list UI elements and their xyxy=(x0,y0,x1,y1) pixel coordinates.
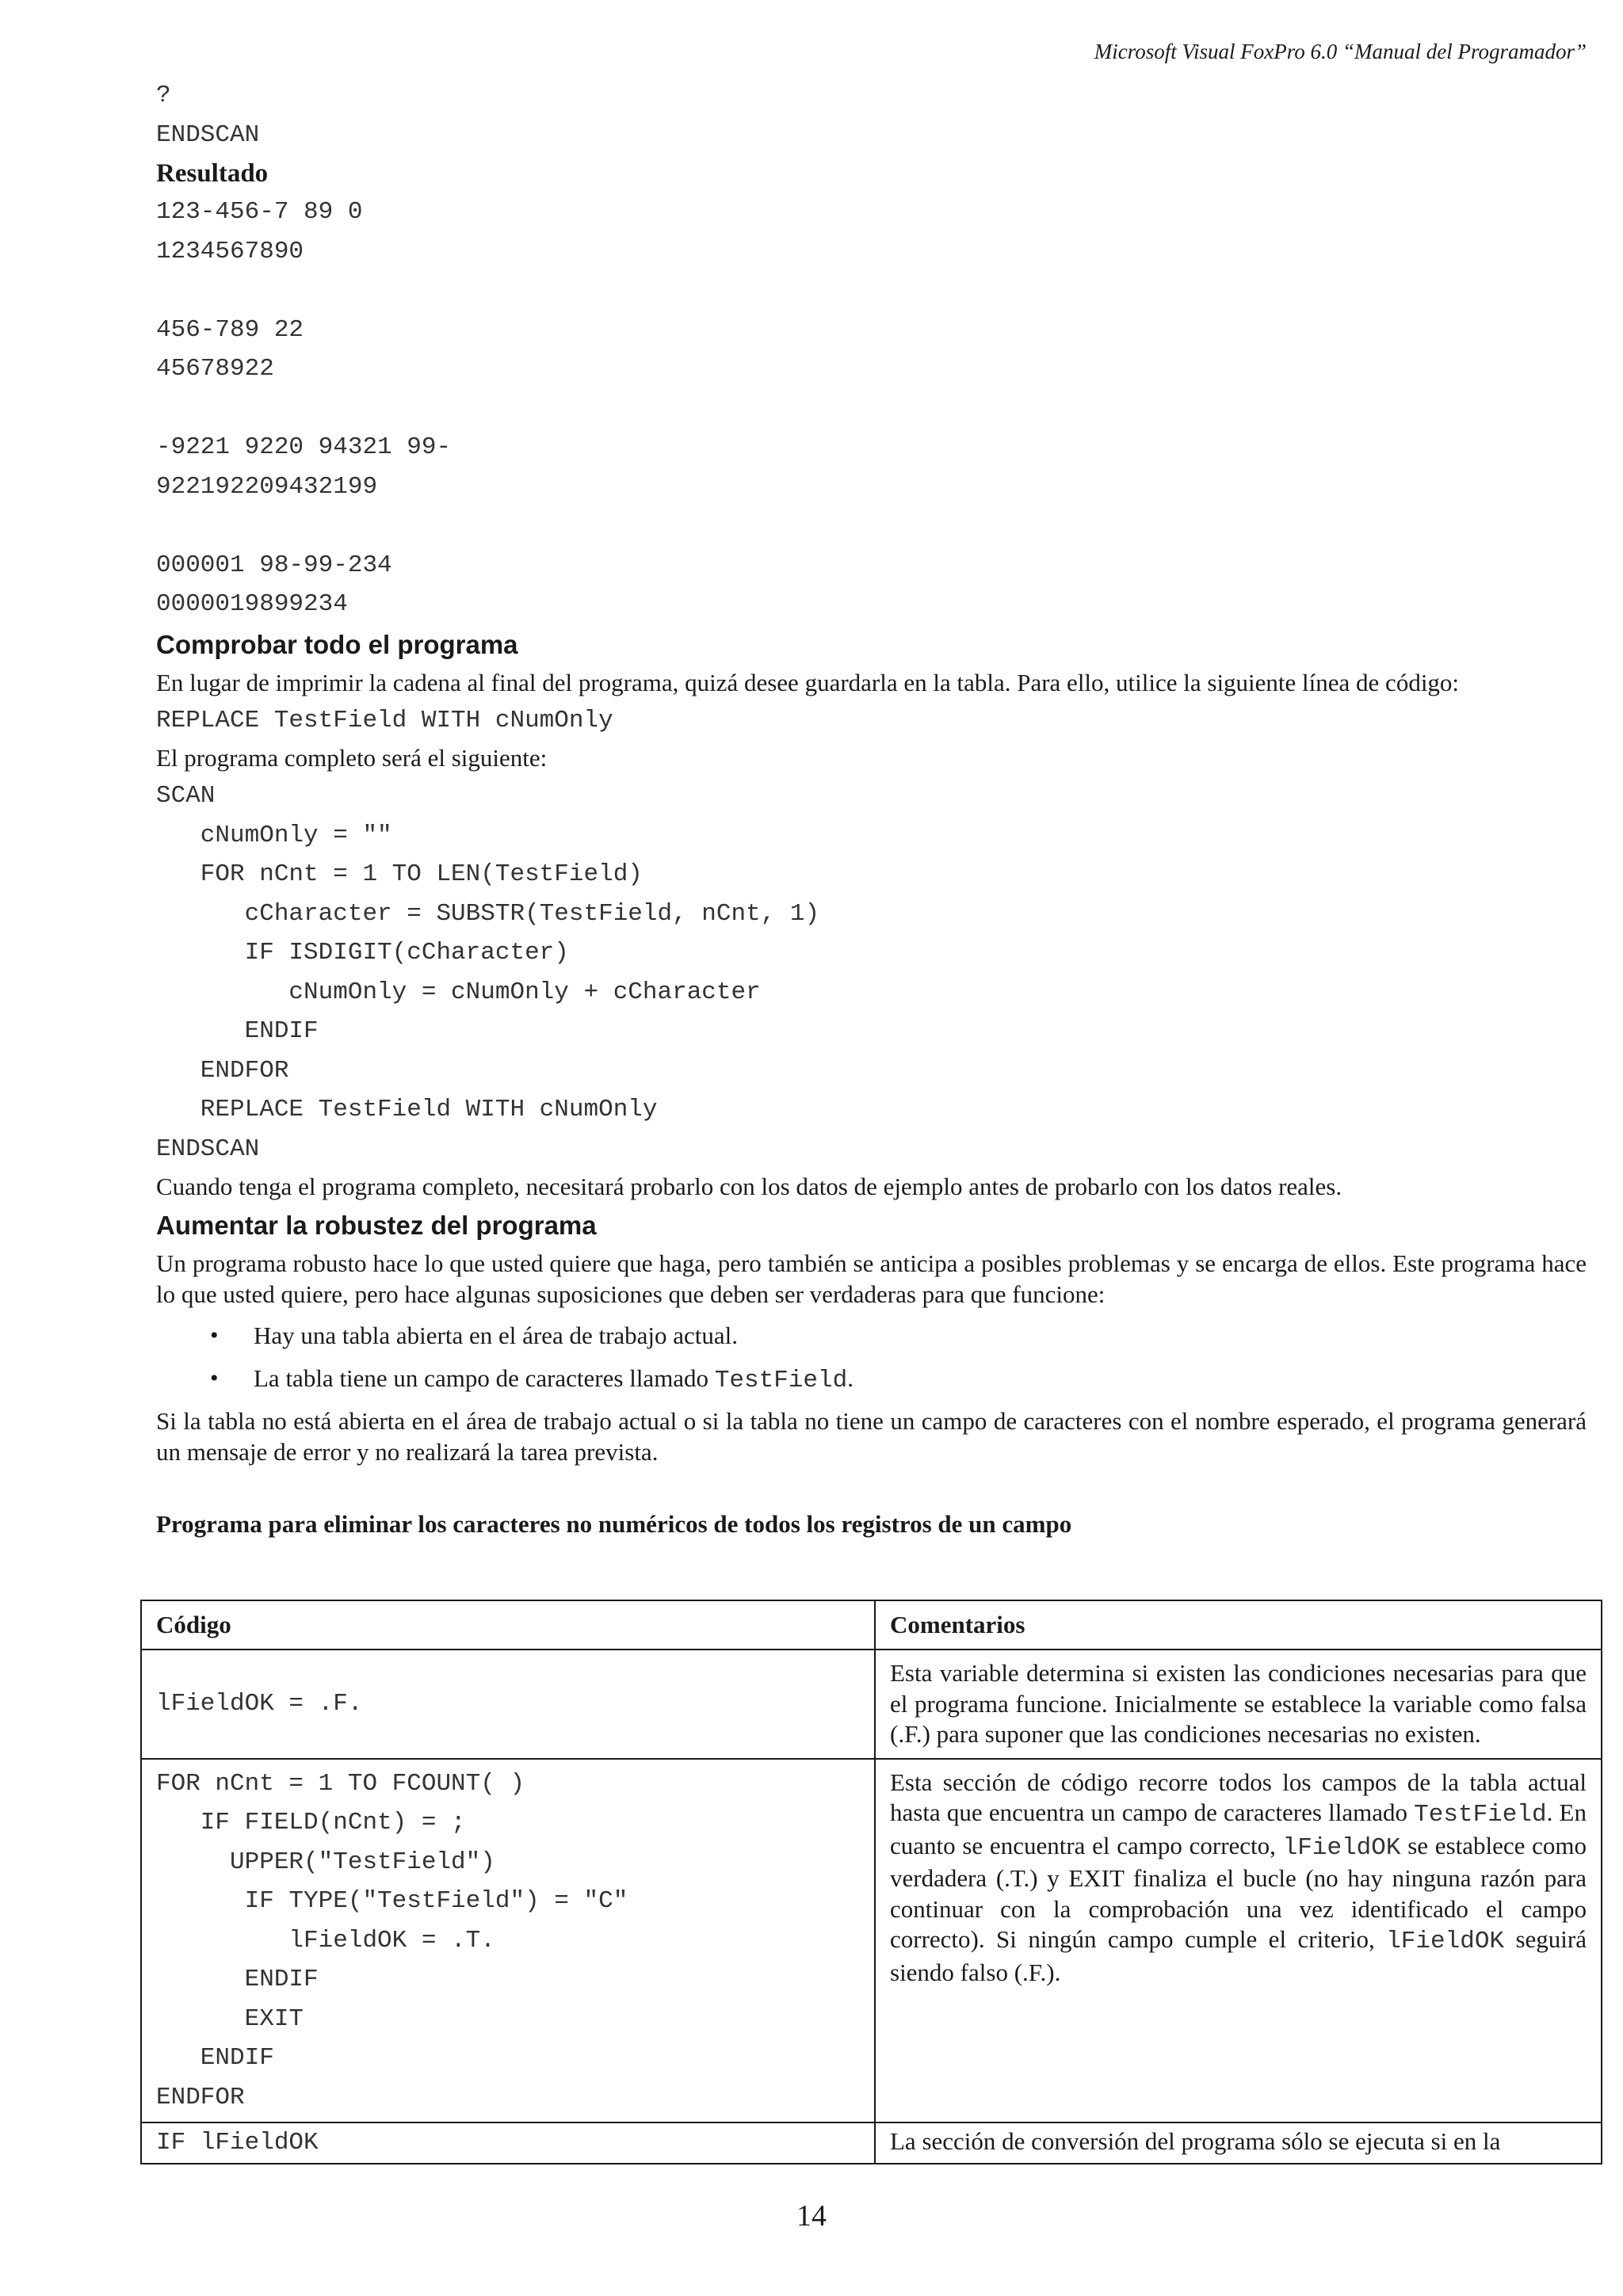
code-line: cNumOnly = cNumOnly + cCharacter xyxy=(156,978,761,1006)
inline-code: TestField xyxy=(714,1367,848,1394)
section-heading-comprobar: Comprobar todo el programa xyxy=(156,629,518,659)
column-header-comments: Comentarios xyxy=(875,1600,1602,1650)
table-row xyxy=(141,2122,1602,2164)
result-line: 922192209432199 xyxy=(156,472,378,501)
code-line: ENDSCAN xyxy=(156,120,260,149)
result-line: 123-456-7 89 0 xyxy=(156,198,363,226)
code-line: ENDSCAN xyxy=(156,1135,260,1163)
program-listing xyxy=(156,776,1587,1169)
result-line: 456-789 22 xyxy=(156,315,304,344)
table-cell-comment xyxy=(875,1650,1602,1759)
table-cell-code xyxy=(141,1650,875,1759)
comment-text: se establece como verdadera (.T.) y EXIT finaliza el bucle (no hay ninguna razón para continuar con la comprobación una vez identificado el campo correcto). Si ningún campo cumple el criterio, xyxy=(890,1831,1587,1953)
cell-comment xyxy=(890,1768,1587,1989)
code-line: REPLACE TestField WITH cNumOnly xyxy=(156,1096,658,1123)
inline-code: lFieldOK xyxy=(1386,1928,1505,1955)
result-line: 000001 98-99-234 xyxy=(156,551,392,579)
result-line: 0000019899234 xyxy=(156,590,348,618)
result-line: 45678922 xyxy=(156,355,274,383)
table-cell-comment xyxy=(875,2122,1602,2164)
comment-text: seguirá siendo falso (.F.). xyxy=(890,1925,1587,1986)
bullet-icon: • xyxy=(210,1322,219,1348)
code-line: cNumOnly = "" xyxy=(156,821,392,849)
section-heading-robustez: Aumentar la robustez del programa xyxy=(156,1211,597,1240)
column-header-code: Código xyxy=(141,1600,875,1650)
paragraph: Cuando tenga el programa completo, necesitará probarlo con los datos de ejemplo antes de probarlo con los datos reales. xyxy=(156,1173,1342,1200)
table-row xyxy=(141,1650,1602,1759)
table-cell-comment xyxy=(875,1759,1602,2123)
code-line: FOR nCnt = 1 TO LEN(TestField) xyxy=(156,860,643,888)
result-line xyxy=(156,506,1587,546)
bullet-icon: • xyxy=(210,1365,219,1391)
list-item xyxy=(156,1357,1587,1402)
comment-text: Esta sección de código recorre todos los campos de la tabla actual hasta que encuentra un campo de caracteres llamado xyxy=(890,1768,1587,1826)
cell-code: IF lFieldOK xyxy=(156,2129,319,2157)
result-line xyxy=(156,271,1587,311)
code-line: SCAN xyxy=(156,782,216,810)
table-title: Programa para eliminar los caracteres no numéricos de todos los registros de un campo xyxy=(156,1510,1072,1538)
paragraph: El programa completo será el siguiente: xyxy=(156,744,548,772)
list-item xyxy=(156,1314,1587,1357)
cell-code: FOR nCnt = 1 TO FCOUNT( ) IF FIELD(nCnt) = ; UPPER("TestField") IF TYPE("TestField") = "C" lFieldOK = .T. ENDIF EXIT ENDIF ENDFOR xyxy=(156,1769,628,2111)
result-line: -9221 9220 94321 99- xyxy=(156,433,452,461)
paragraph: Si la tabla no está abierta en el área de trabajo actual o si la tabla no tiene un campo de caracteres con el nombre esperado, el programa generará un mensaje de error y no realizará la tarea prevista. xyxy=(156,1407,1587,1466)
inline-code: lFieldOK xyxy=(1282,1833,1401,1862)
table-row xyxy=(141,1759,1602,2123)
code-line: ? xyxy=(156,82,171,109)
cell-comment: Esta variable determina si existen las condiciones necesarias para que el programa funcione. Inicialmente se establece la variable como falsa (.F.) para suponer que las condiciones necesarias no existen. xyxy=(890,1659,1587,1748)
result-line: 1234567890 xyxy=(156,237,304,265)
cell-code: lFieldOK = .F. xyxy=(156,1690,363,1718)
running-header: Microsoft Visual FoxPro 6.0 “Manual del Programador” xyxy=(1094,40,1587,63)
bullet-list xyxy=(156,1314,1587,1402)
page-number: 14 xyxy=(796,2199,827,2233)
paragraph: En lugar de imprimir la cadena al final del programa, quizá desee guardarla en la tabla. Para ello, utilice la siguiente línea de código: xyxy=(156,668,1460,696)
comment-text: . En cuanto se encuentra el campo correcto, xyxy=(890,1798,1587,1859)
list-item-text: . xyxy=(847,1364,854,1392)
table-header-row xyxy=(141,1600,1602,1650)
paragraph: Un programa robusto hace lo que usted quiere que haga, pero también se anticipa a posibles problemas y se encarga de ellos. Este programa hace lo que usted quiere, pero hace algunas suposiciones que deben ser verdaderas para que funcione: xyxy=(156,1249,1587,1308)
table-cell-code xyxy=(141,2122,875,2164)
page-content xyxy=(156,76,1587,1540)
code-top xyxy=(156,76,1587,154)
code-replace xyxy=(156,701,1587,741)
list-item-text: Hay una tabla abierta en el área de trabajo actual. xyxy=(254,1322,739,1349)
result-line xyxy=(156,389,1587,429)
list-item-text: La tabla tiene un campo de caracteres llamado xyxy=(254,1364,715,1392)
program-table xyxy=(140,1600,1602,2164)
table-cell-code xyxy=(141,1759,875,2123)
inline-code: TestField xyxy=(1414,1801,1547,1829)
result-label: Resultado xyxy=(156,159,269,188)
result-output xyxy=(156,193,1587,624)
code-line: IF ISDIGIT(cCharacter) xyxy=(156,939,569,967)
code-line: ENDIF xyxy=(156,1017,319,1045)
code-line: cCharacter = SUBSTR(TestField, nCnt, 1) xyxy=(156,899,820,928)
code-line: ENDFOR xyxy=(156,1056,289,1085)
code-line: REPLACE TestField WITH cNumOnly xyxy=(156,706,613,734)
cell-comment: La sección de conversión del programa sólo se ejecuta si en la xyxy=(890,2127,1501,2155)
